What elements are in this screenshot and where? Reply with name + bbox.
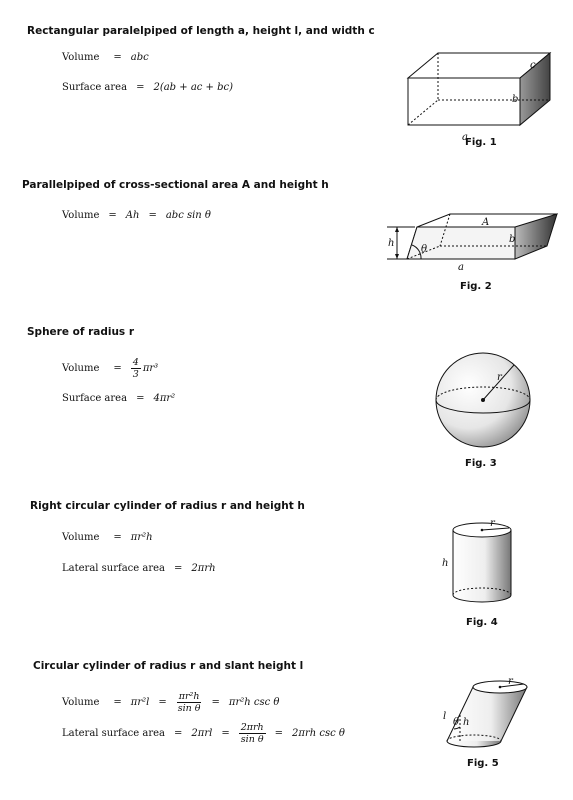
formula-volume xyxy=(62,691,279,714)
equals-sign: = xyxy=(136,393,145,404)
formula-label: Lateral surface area xyxy=(62,728,165,739)
section-5-heading: Circular cylinder of radius r and slant height l xyxy=(33,660,304,672)
section-3-heading: Sphere of radius r xyxy=(27,326,135,338)
label-r: r xyxy=(508,676,513,687)
formula-value: abc xyxy=(130,52,149,63)
section-1-heading: Rectangular paralelpiped of length a, height l, and width c xyxy=(27,25,375,37)
formula-value: πr²h csc θ xyxy=(228,697,280,708)
label-theta: θ xyxy=(453,717,460,728)
formula-lateral-surface-area xyxy=(62,563,216,574)
label-h: h xyxy=(463,717,470,728)
formula-value: 2(ab + ac + bc) xyxy=(153,82,234,93)
formula-volume xyxy=(62,52,149,63)
equals-sign: = xyxy=(113,363,122,374)
figure-caption: Fig. 3 xyxy=(465,458,497,469)
figure-caption: Fig. 1 xyxy=(465,137,497,148)
formula-lateral-surface-area xyxy=(62,722,345,745)
label-r: r xyxy=(490,518,495,529)
fraction xyxy=(176,691,203,714)
label-theta: θ xyxy=(421,244,428,255)
formula-volume xyxy=(62,210,211,221)
equals-sign: = xyxy=(148,210,157,221)
slant-cylinder-figure xyxy=(440,675,530,755)
formula-value: πr²h xyxy=(130,532,153,543)
equals-sign: = xyxy=(108,210,117,221)
figure-caption: Fig. 4 xyxy=(466,617,498,628)
equals-sign: = xyxy=(221,728,230,739)
equals-sign: = xyxy=(274,728,284,739)
label-c: c xyxy=(530,60,536,71)
section-2-heading: Parallelpiped of cross-sectional area A and height h xyxy=(22,179,329,191)
equals-sign: = xyxy=(174,563,183,574)
formula-value: πr³ xyxy=(142,363,159,374)
formula-label: Volume xyxy=(62,532,100,543)
formula-value: πr²l xyxy=(130,697,150,708)
formula-label: Surface area xyxy=(62,393,128,404)
fraction-numerator: 2πrh xyxy=(240,722,264,733)
label-h: h xyxy=(388,238,395,249)
right-cylinder-figure xyxy=(440,520,520,610)
label-b: b xyxy=(512,94,519,105)
formula-label: Volume xyxy=(62,363,100,374)
fraction-denominator: sin θ xyxy=(177,703,201,714)
label-l: l xyxy=(443,711,447,722)
formula-volume xyxy=(62,532,153,543)
fraction-numerator: 4 xyxy=(132,357,139,368)
sphere-figure xyxy=(433,350,533,450)
equals-sign: = xyxy=(113,532,122,543)
fraction-denominator: 3 xyxy=(132,369,139,380)
fraction xyxy=(239,722,266,745)
fraction xyxy=(131,357,141,380)
label-b: b xyxy=(509,234,516,245)
formula-surface-area xyxy=(62,82,233,93)
equals-sign: = xyxy=(174,728,183,739)
formula-label: Surface area xyxy=(62,82,128,93)
formula-value: 2πrl xyxy=(191,728,213,739)
formula-value: 2πrh xyxy=(191,563,216,574)
fraction-denominator: sin θ xyxy=(240,734,264,745)
label-a: a xyxy=(462,132,468,143)
formula-surface-area xyxy=(62,393,175,404)
fraction-numerator: πr²h xyxy=(178,691,200,702)
formula-value: Ah xyxy=(125,210,140,221)
label-r: r xyxy=(497,372,502,383)
label-A: A xyxy=(482,217,490,228)
equals-sign: = xyxy=(113,52,122,63)
formula-value: 4πr² xyxy=(153,393,176,404)
formula-label: Volume xyxy=(62,697,100,708)
label-h: h xyxy=(442,558,449,569)
formula-label: Volume xyxy=(62,52,100,63)
equals-sign: = xyxy=(158,697,167,708)
formula-volume xyxy=(62,357,158,380)
formula-value: abc sin θ xyxy=(165,210,211,221)
figure-caption: Fig. 5 xyxy=(467,758,499,769)
section-4-heading: Right circular cylinder of radius r and height h xyxy=(30,500,305,512)
label-a: a xyxy=(458,262,464,273)
equals-sign: = xyxy=(113,697,122,708)
equals-sign: = xyxy=(136,82,145,93)
parallelepiped-figure xyxy=(385,212,560,272)
formula-label: Lateral surface area xyxy=(62,563,165,574)
formula-label: Volume xyxy=(62,210,100,221)
figure-caption: Fig. 2 xyxy=(460,281,492,292)
equals-sign: = xyxy=(211,697,220,708)
formula-value: 2πrh csc θ xyxy=(292,728,345,739)
